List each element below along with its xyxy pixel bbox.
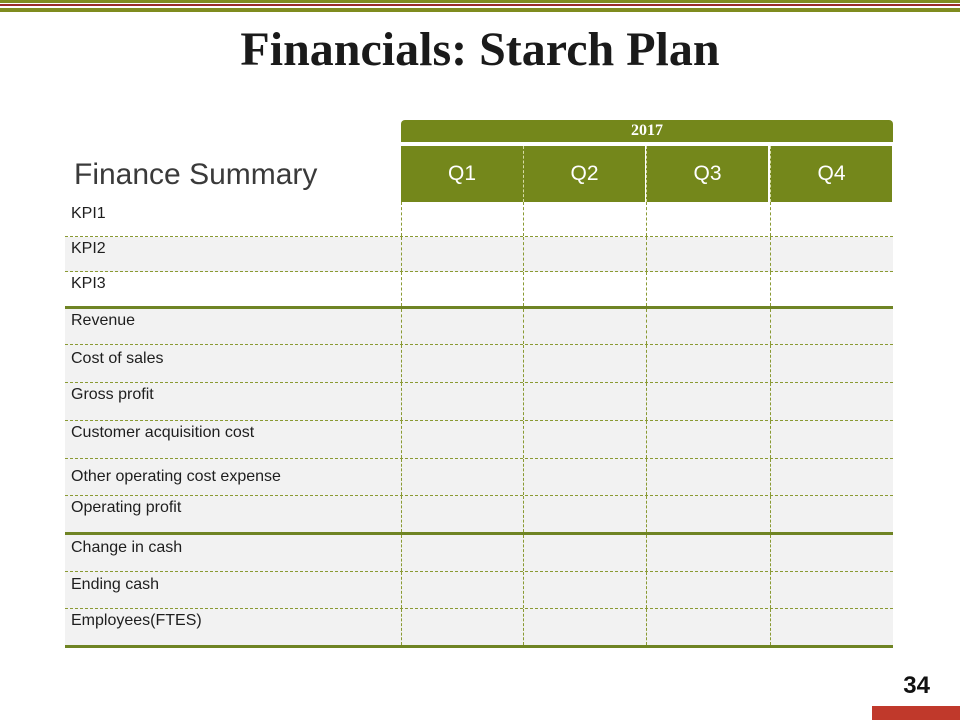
cell-q1: [401, 202, 523, 236]
table-row-customer-acquisition-cost: [65, 421, 893, 459]
cell-q4: [770, 345, 893, 382]
cell-q2: [523, 237, 646, 271]
top-stripe-red: [0, 4, 960, 6]
cell-q3: [646, 535, 770, 571]
row-label: Gross profit: [71, 386, 154, 403]
cell-q3: [646, 237, 770, 271]
row-label: Revenue: [71, 312, 136, 329]
cell-q4: [770, 383, 893, 420]
cell-q2: [523, 535, 646, 571]
cell-q1: [401, 383, 523, 420]
table-row-change-in-cash: [65, 535, 893, 572]
cell-q3: [646, 496, 770, 532]
cell-q3: [646, 202, 770, 236]
cell-q2: [523, 496, 646, 532]
cell-q3: [646, 345, 770, 382]
cell-q1: [401, 309, 523, 344]
finance-summary-heading: Finance Summary: [74, 158, 318, 191]
row-label: KPI2: [71, 240, 106, 257]
year-header: 2017: [401, 120, 893, 142]
cell-q1: [401, 572, 523, 608]
table-row-operating-profit: [65, 496, 893, 532]
cell-q4: [770, 609, 893, 645]
cell-q1: [401, 535, 523, 571]
quarter-header-q2: Q2: [523, 146, 645, 202]
cell-q1: [401, 496, 523, 532]
cell-q2: [523, 309, 646, 344]
table-row-gross-profit: [65, 383, 893, 421]
row-label: Change in cash: [71, 539, 183, 556]
cell-q4: [770, 496, 893, 532]
cell-q3: [646, 383, 770, 420]
row-label: Ending cash: [71, 576, 160, 593]
row-label: Employees(FTES): [71, 612, 202, 629]
cell-q4: [770, 459, 893, 495]
cell-q1: [401, 345, 523, 382]
cell-q2: [523, 272, 646, 306]
table-row-kpi3: [65, 272, 893, 306]
cell-q1: [401, 237, 523, 271]
cell-q3: [646, 421, 770, 458]
cell-q2: [523, 609, 646, 645]
table-row-revenue: [65, 309, 893, 345]
table-row-kpi2: [65, 237, 893, 272]
cell-q4: [770, 272, 893, 306]
row-label: KPI1: [71, 205, 106, 222]
cell-q2: [523, 572, 646, 608]
quarter-header-q4: Q4: [770, 146, 892, 202]
cell-q1: [401, 609, 523, 645]
table-row-ending-cash: [65, 572, 893, 609]
quarter-header-q1: Q1: [401, 146, 523, 202]
cell-q2: [523, 459, 646, 495]
cell-q3: [646, 572, 770, 608]
cell-q4: [770, 202, 893, 236]
top-stripe-green: [0, 0, 960, 3]
cell-q1: [401, 459, 523, 495]
cell-q1: [401, 421, 523, 458]
cell-q2: [523, 421, 646, 458]
cell-q4: [770, 309, 893, 344]
cell-q3: [646, 609, 770, 645]
cell-q1: [401, 272, 523, 306]
table-row-other-operating-cost: [65, 459, 893, 496]
cell-q3: [646, 272, 770, 306]
cell-q2: [523, 202, 646, 236]
slide-title: Financials: Starch Plan: [240, 23, 720, 76]
cell-q4: [770, 237, 893, 271]
cell-q2: [523, 383, 646, 420]
table-row-cost-of-sales: [65, 345, 893, 383]
quarter-header-q3: Q3: [646, 146, 768, 202]
cell-q4: [770, 572, 893, 608]
row-label: KPI3: [71, 275, 106, 292]
table-row-kpi1: [65, 202, 893, 237]
row-label: Cost of sales: [71, 350, 164, 367]
top-stripe-green-lower: [0, 8, 960, 12]
cell-q4: [770, 421, 893, 458]
footer-accent-bar: [872, 706, 960, 720]
cell-q4: [770, 535, 893, 571]
row-label: Other operating cost expense: [71, 468, 281, 485]
cell-q3: [646, 459, 770, 495]
table-bottom-border: [65, 645, 893, 648]
row-label: Customer acquisition cost: [71, 424, 255, 441]
table-row-employees: [65, 609, 893, 645]
cell-q3: [646, 309, 770, 344]
row-label: Operating profit: [71, 499, 182, 516]
cell-q2: [523, 345, 646, 382]
page-number: 34: [903, 672, 930, 699]
